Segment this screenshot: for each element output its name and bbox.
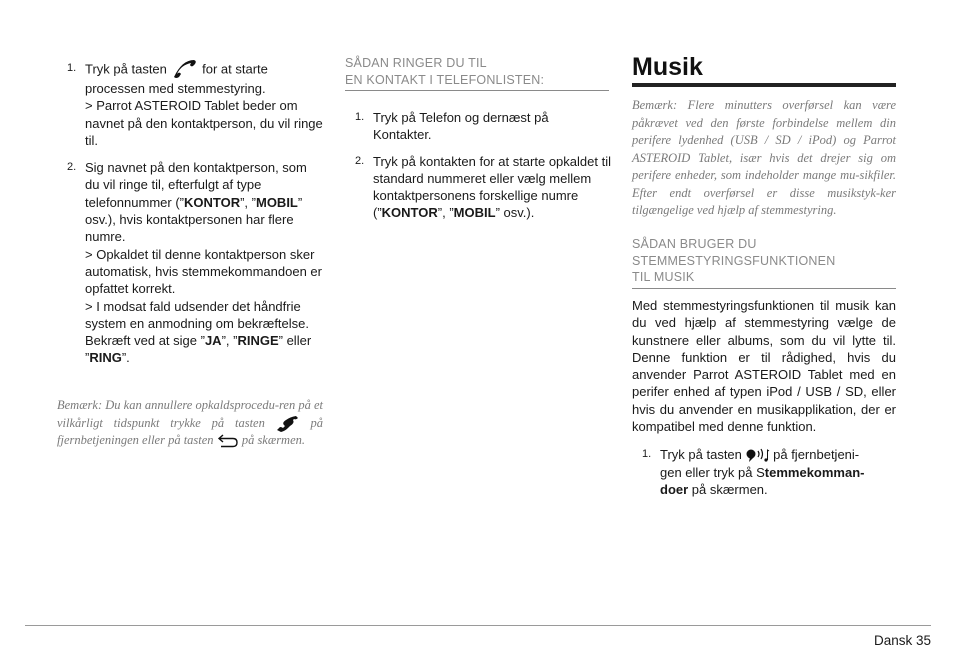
cancel-note: Bemærk: Du kan annullere opkaldsprocedu-ren på et vilkårligt tidspunkt trykke på tasten på fjernbetjeningen eller på tasten på skærmen. (57, 398, 324, 447)
music-intro-paragraph: Med stemmestyringsfunktionen til musik kan du ved hjælp af stemmestyring vælge de kunstnere eller albums, som du vil lytte til. Denne funktion er til rådighed, hvis du anvender Parrot ASTEROID Tablet med en perifer enhed af typen iPod / USB / SD, eller hvis du anvender en musikapplikation, der er kompatibel med denne funktion. (632, 298, 896, 435)
step-1-result: > Parrot ASTEROID Tablet beder om navnet på den kontaktperson, du vil ringe til. (85, 98, 323, 148)
step-number: 2. (355, 154, 365, 167)
voice-call-steps (57, 60, 323, 367)
section-heading-voice-music: SÅDAN BRUGER DU STEMMESTYRINGSFUNKTIONEN TIL MUSIK (632, 236, 896, 289)
contact-call-steps (345, 109, 609, 222)
step-1: 1. Tryk på tasten for at starte processen med stemmestyring. > Parrot ASTEROID Tablet beder om navnet på den kontaktperson, du vil ringe til. (67, 61, 323, 148)
step-1: 1. Tryk på Telefon og dernæst på Kontakter. (355, 110, 549, 143)
music-steps (632, 446, 896, 498)
step-number: 1. (355, 111, 365, 123)
step-2: 2. Tryk på kontakten for at starte opkaldet til standard nummeret eller vælg mellem kontaktpersonens forskellige numre (”KONTOR”, ”MOBIL” osv.). (355, 153, 611, 221)
step-2: 2. Sig navnet på den kontaktperson, som du vil ringe til, efterfulgt af type telefonnummer (”KONTOR”, ”MOBIL” osv.), hvis kontaktpersonen har flere numre. > Opkaldet til denne kontaktperson sker automatisk, hvis stemmekommandoen er opfattet korrekt. > I modsat fald udsender det håndfrie system en anmodning om bekræftelse. Bekræft ved at sige ”JA”, ”RINGE” eller ”RING”. (67, 160, 322, 366)
phone-call-icon (172, 60, 198, 80)
step-number: 1. (67, 62, 77, 74)
step-number: 1. (642, 448, 652, 460)
page-number: Dansk 35 (873, 633, 931, 648)
footer-divider (25, 625, 931, 626)
back-arrow-icon (217, 434, 239, 448)
section-heading-call-contact: SÅDAN RINGER DU TIL EN KONTAKT I TELEFONLISTEN: (345, 55, 609, 91)
hang-up-icon (276, 416, 300, 432)
step-1: 1. Tryk på tasten på fjernbetjeni-gen eller tryk på Stemmekomman-doer på skærmen. (642, 447, 865, 497)
step-number: 2. (67, 161, 77, 174)
step-2-result: > Opkaldet til denne kontaktperson sker automatisk, hvis stemmekommandoen er opfattet korrekt. (85, 246, 322, 297)
transfer-note: Bemærk: Flere minutters overførsel kan være påkrævet ved den første forbindelse mellem din perifere lydenhed (USB / SD / iPod) og Parrot ASTEROID Tablet, især hvis det drejer sig om perifere enheder, som indeholder mange mu-sikfiler. Efter endt overførsel er disse musikstyk-ker tilgængelige ved hjælp af stemmestyring. (632, 98, 896, 217)
page-title: Musik (632, 53, 896, 87)
voice-command-icon (746, 448, 770, 464)
